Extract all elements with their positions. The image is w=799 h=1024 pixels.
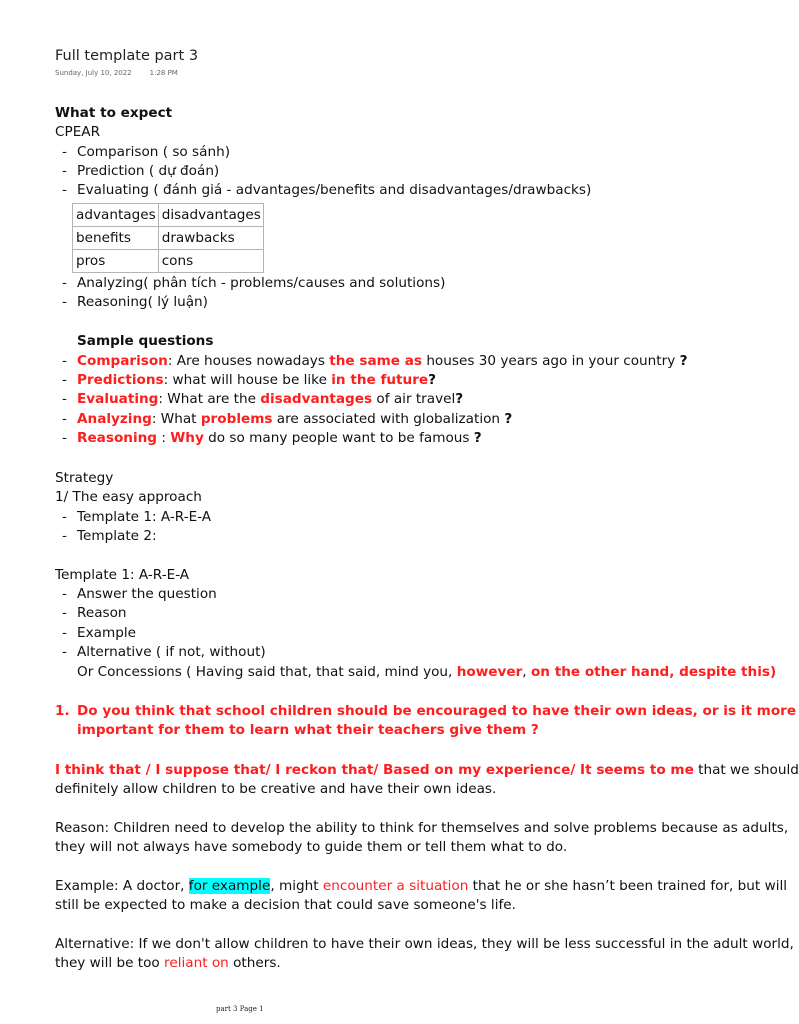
- table-cell: disadvantages: [158, 204, 263, 227]
- list-item: - Reason: [62, 605, 127, 621]
- question-text-line1: Do you think that school children should be encouraged to have their own ideas, or is it more: [77, 703, 797, 719]
- table-row: [73, 250, 264, 273]
- acronym-cpear: CPEAR: [55, 124, 101, 140]
- table-row: [73, 227, 264, 250]
- sample-question: - Analyzing: What problems are associated with globalization ?: [62, 411, 513, 427]
- example-line2: still be expected to make a decision that could save someone's life.: [55, 897, 516, 913]
- list-item: - Alternative ( if not, without): [62, 644, 266, 660]
- table-row: [73, 204, 264, 227]
- list-item: - Analyzing( phân tích - problems/causes and solutions): [62, 275, 446, 291]
- list-item: - Example: [62, 625, 136, 641]
- answer-opener: I think that / I suppose that/ I reckon that/ Based on my experience/ It seems to me that we should: [55, 762, 799, 778]
- list-item: - Template 1: A-R-E-A: [62, 509, 212, 525]
- question-text-line2: important for them to learn what their teachers give them ?: [77, 722, 539, 738]
- easy-approach-heading: 1/ The easy approach: [55, 489, 202, 505]
- sample-questions-heading: Sample questions: [77, 333, 214, 349]
- example-line1: Example: A doctor, for example, might encounter a situation that he or she hasn’t been trained for, but will: [55, 878, 788, 894]
- table-cell: pros: [73, 250, 159, 273]
- alternative-line2: they will be too reliant on others.: [55, 955, 281, 971]
- reason-line1: Reason: Children need to develop the ability to think for themselves and solve problems because as adults,: [55, 820, 789, 836]
- template1-heading: Template 1: A-R-E-A: [55, 567, 190, 583]
- list-item: - Reasoning( lý luận): [62, 294, 208, 310]
- list-item: - Comparison ( so sánh): [62, 144, 231, 160]
- table-cell: cons: [158, 250, 263, 273]
- list-item: - Evaluating ( đánh giá - advantages/benefits and disadvantages/drawbacks): [62, 182, 592, 198]
- table-cell: advantages: [73, 204, 159, 227]
- strategy-heading: Strategy: [55, 470, 114, 486]
- comparison-table: [72, 203, 264, 273]
- list-item: - Answer the question: [62, 586, 217, 602]
- page-time: 1:28 PM: [149, 69, 178, 77]
- table-cell: benefits: [73, 227, 159, 250]
- list-item: - Prediction ( dự đoán): [62, 163, 220, 179]
- concessions-line: Or Concessions ( Having said that, that said, mind you, however, on the other hand, despite this): [77, 664, 777, 680]
- sample-question: - Comparison: Are houses nowadays the same as houses 30 years ago in your country ?: [62, 353, 688, 369]
- highlighted-text: for example: [188, 878, 271, 894]
- alternative-line1: Alternative: If we don't allow children to have their own ideas, they will be less successful in the adult world,: [55, 936, 794, 952]
- table-cell: drawbacks: [158, 227, 263, 250]
- page-footer: part 3 Page 1: [216, 1005, 264, 1013]
- reason-line2: they will not always have somebody to guide them or tell them what to do.: [55, 839, 568, 855]
- page-timestamp: [55, 68, 178, 78]
- sample-question: - Predictions: what will house be like in the future?: [62, 372, 437, 388]
- page-date: Sunday, July 10, 2022: [55, 69, 132, 77]
- page-title[interactable]: Full template part 3: [55, 48, 199, 64]
- sample-question: - Evaluating: What are the disadvantages of air travel?: [62, 391, 464, 407]
- answer-opener-line2: definitely allow children to be creative and have their own ideas.: [55, 781, 497, 797]
- list-item: - Template 2:: [62, 528, 157, 544]
- section-heading-what-to-expect: What to expect: [55, 105, 173, 121]
- sample-question: - Reasoning : Why do so many people want to be famous ?: [62, 430, 482, 446]
- question-number: 1.: [55, 703, 70, 719]
